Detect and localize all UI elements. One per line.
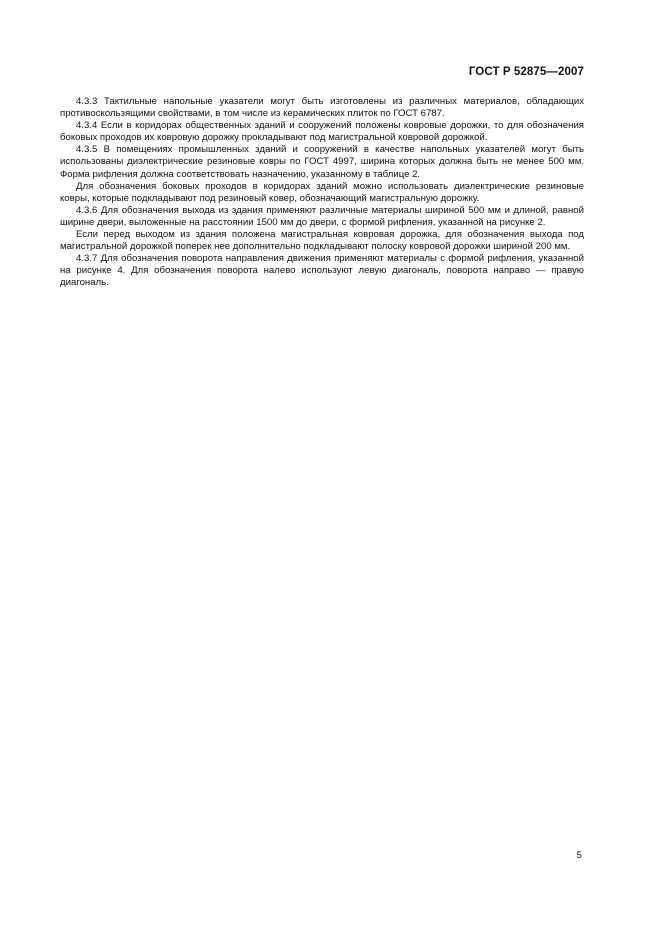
paragraph-4-3-3: 4.3.3 Тактильные напольные указатели могут быть изготовлены из различных материалов, обладающих противоскользящими свойствами, в том числе из керамических плиток по ГОСТ 6787. bbox=[60, 96, 584, 120]
page-number: 5 bbox=[576, 850, 582, 861]
paragraph-4-3-7: 4.3.7 Для обозначения поворота направления движения применяют материалы с формой рифления, указанной на рисунке 4. Для обозначения поворота налево используют левую диагональ, поворота направо — правую диагональ. bbox=[60, 253, 584, 289]
paragraph-4-3-6-continued: Если перед выходом из здания положена магистральная ковровая дорожка, для обозначения выхода под магистральной дорожкой поперек нее дополнительно подкладывают полоску ковровой дорожки шириной 200 мм. bbox=[60, 229, 584, 253]
paragraph-4-3-6: 4.3.6 Для обозначения выхода из здания применяют различные материалы шириной 500 мм и длиной, равной ширине двери, выложенные на расстоянии 1500 мм до двери, с формой рифления, указанной на рисунке 2. bbox=[60, 204, 584, 228]
paragraph-4-3-4: 4.3.4 Если в коридорах общественных зданий и сооружений положены ковровые дорожки, то для обозначения боковых проходов их ковровую дорожку прокладывают под магистральной ковровой дорожкой. bbox=[60, 120, 584, 144]
paragraph-4-3-5: 4.3.5 В помещениях промышленных зданий и сооружений в качестве напольных указателей могут быть использованы диэлектрические резиновые ковры по ГОСТ 4997, ширина которых должна быть не менее 500 мм. Форма рифления должна соответствовать назначению, указанному в таблице 2. bbox=[60, 144, 584, 180]
document-body bbox=[60, 96, 584, 290]
document-header: ГОСТ Р 52875—2007 bbox=[468, 66, 584, 78]
paragraph-4-3-5-continued: Для обозначения боковых проходов в коридорах зданий можно использовать диэлектрические резиновые ковры, которые подкладывают под резиновый ковер, обозначающий магистральную дорожку. bbox=[60, 180, 584, 204]
